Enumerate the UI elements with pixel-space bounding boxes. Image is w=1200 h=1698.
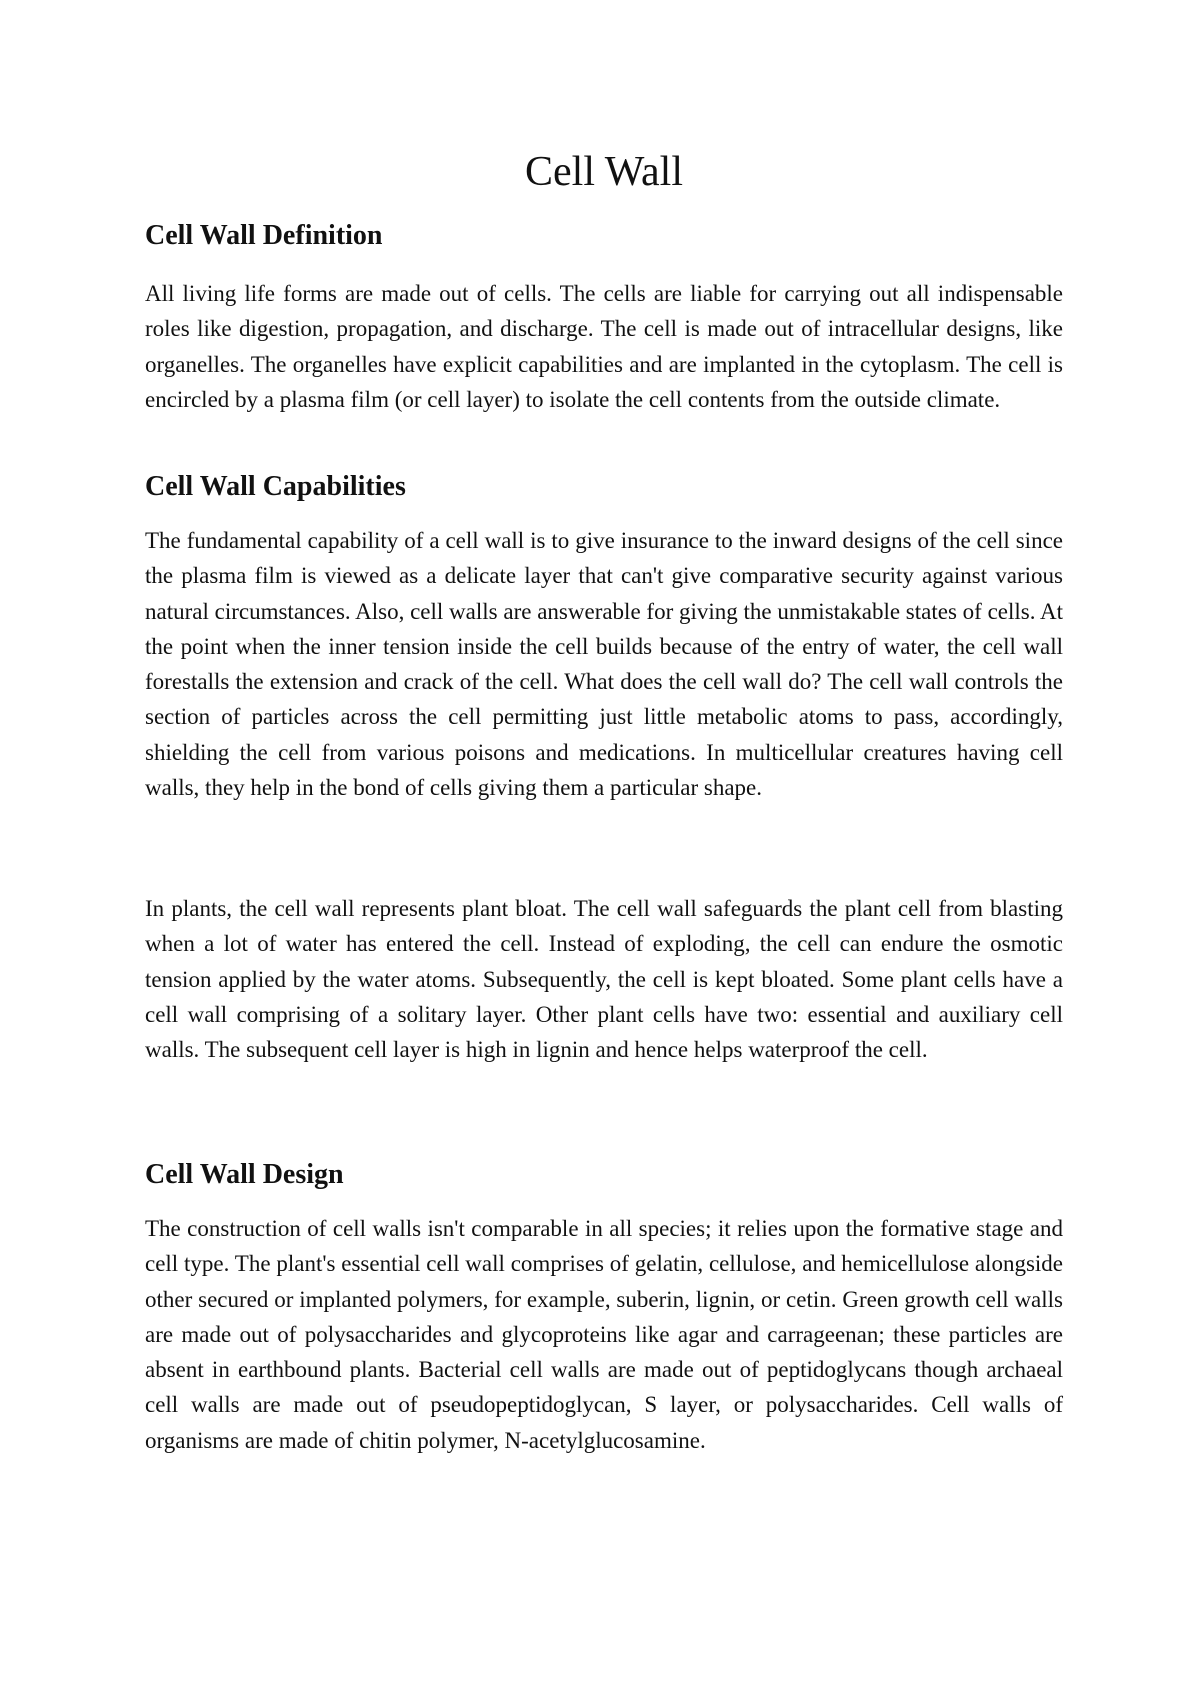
section-heading-design: Cell Wall Design [145,1159,344,1190]
page-title: Cell Wall [525,149,683,195]
paragraph-definition: All living life forms are made out of cells. The cells are liable for carrying out all indispensable roles like digestion, propagation, and discharge. The cell is made out of intracellular designs, like organelles. The organelles have explicit capabilities and are implanted in the cytoplasm. The cell is encircled by a plasma film (or cell layer) to isolate the cell contents from the outside climate. [145,281,1063,412]
paragraph-capabilities-1: The fundamental capability of a cell wall is to give insurance to the inward designs of the cell since the plasma film is viewed as a delicate layer that can't give comparative security against various natural circumstances. Also, cell walls are answerable for giving the unmistakable states of cells. At the point when the inner tension inside the cell builds because of the entry of water, the cell wall forestalls the extension and crack of the cell. What does the cell wall do? The cell wall controls the section of particles across the cell permitting just little metabolic atoms to pass, accordingly, shielding the cell from various poisons and medications. In multicellular creatures having cell walls, they help in the bond of cells giving them a particular shape. [145,528,1063,801]
section-heading-definition: Cell Wall Definition [145,220,383,251]
paragraph-capabilities-2: In plants, the cell wall represents plant bloat. The cell wall safeguards the plant cell from blasting when a lot of water has entered the cell. Instead of exploding, the cell can endure the osmotic tension applied by the water atoms. Subsequently, the cell is kept bloated. Some plant cells have a cell wall comprising of a solitary layer. Other plant cells have two: essential and auxiliary cell walls. The subsequent cell layer is high in lignin and hence helps waterproof the cell. [145,896,1063,1063]
paragraph-design: The construction of cell walls isn't comparable in all species; it relies upon the formative stage and cell type. The plant's essential cell wall comprises of gelatin, cellulose, and hemicellulose alongside other secured or implanted polymers, for example, suberin, lignin, or cetin. Green growth cell walls are made out of polysaccharides and glycoproteins like agar and carrageenan; these particles are absent in earthbound plants. Bacterial cell walls are made out of peptidoglycans though archaeal cell walls are made out of pseudopeptidoglycan, S layer, or polysaccharides. Cell walls of organisms are made of chitin polymer, N-acetylglucosamine. [145,1216,1063,1453]
section-heading-capabilities: Cell Wall Capabilities [145,471,406,502]
